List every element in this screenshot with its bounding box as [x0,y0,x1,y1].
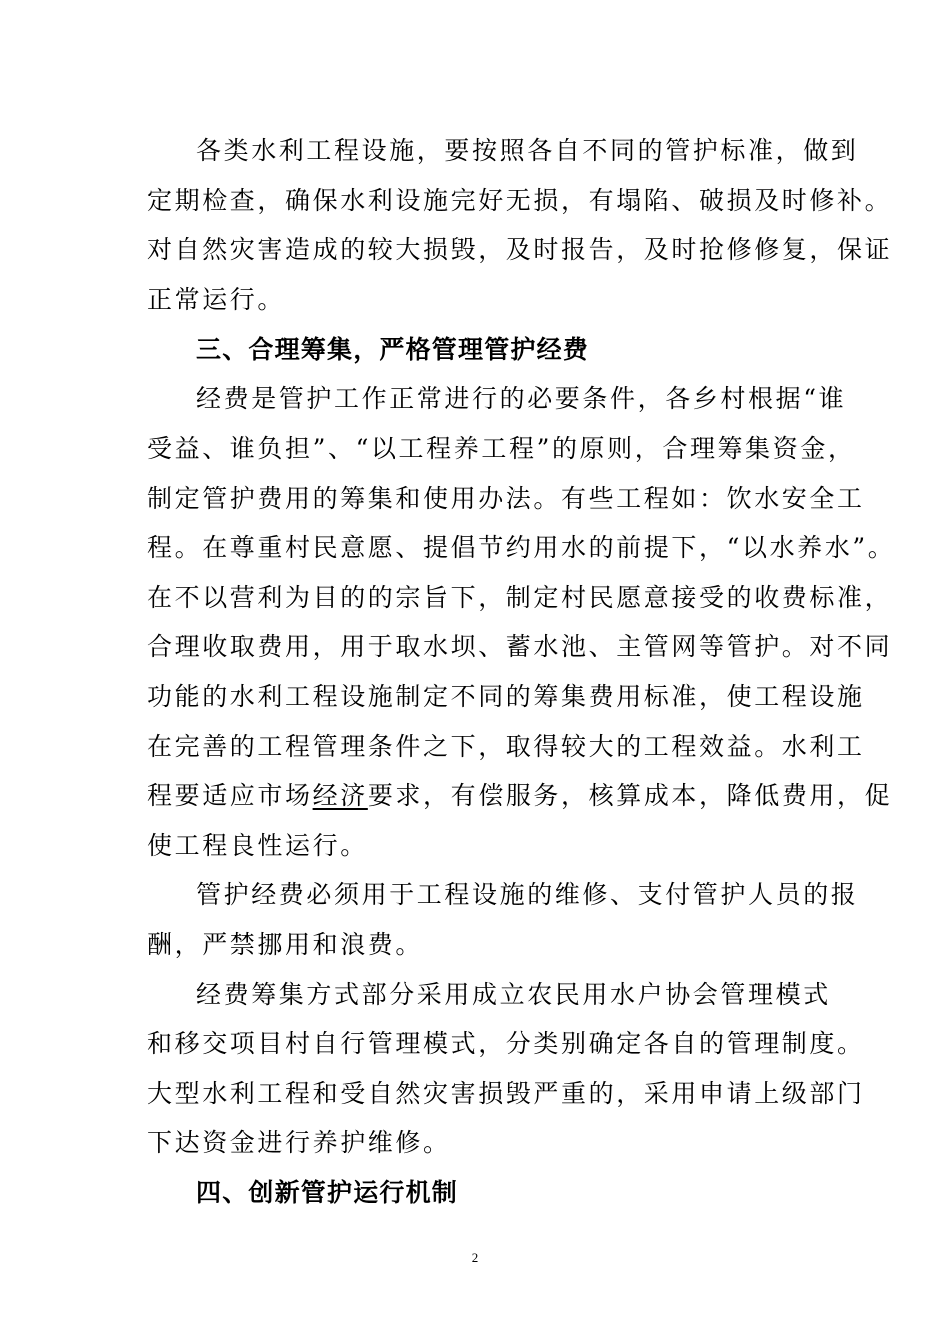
paragraph-line: 经费是管护工作正常进行的必要条件，各乡村根据“谁 [196,384,847,413]
paragraph-line: 和移交项目村自行管理模式，分类别确定各自的管理制度。 [147,1029,865,1058]
paragraph-line: 定期检查，确保水利设施完好无损，有塌陷、破损及时修补。 [147,186,893,215]
paragraph-line: 管护经费必须用于工程设施的维修、支付管护人员的报 [196,880,859,909]
section-heading: 四、创新管护运行机制 [196,1178,459,1207]
page-number: 2 [471,1250,479,1265]
text-segment: 要求，有偿服务，核算成本，降低费用，促 [367,781,893,810]
paragraph-line: 大型水利工程和受自然灾害损毁严重的，采用申请上级部门 [147,1079,865,1108]
paragraph-line: 各类水利工程设施，要按照各自不同的管护标准，做到 [196,136,859,165]
paragraph-line: 在不以营利为目的的宗旨下，制定村民愿意接受的收费标准， [147,583,893,612]
paragraph-line: 在完善的工程管理条件之下，取得较大的工程效益。水利工 [147,732,865,761]
paragraph-line: 酬，严禁挪用和浪费。 [147,930,424,959]
paragraph-line: 功能的水利工程设施制定不同的筹集费用标准，使工程设施 [147,682,865,711]
paragraph-line: 经费筹集方式部分采用成立农民用水户协会管理模式 [196,980,831,1009]
paragraph-line: 下达资金进行养护维修。 [147,1128,451,1157]
paragraph-line: 制定管护费用的筹集和使用办法。有些工程如：饮水安全工 [147,484,865,513]
paragraph-line: 受益、谁负担”、“以工程养工程”的原则，合理筹集资金， [147,434,856,463]
section-heading: 三、合理筹集，严格管理管护经费 [196,335,590,364]
paragraph-line: 合理收取费用，用于取水坝、蓄水池、主管网等管护。对不同 [147,632,893,661]
text-segment: 程要适应市场 [147,781,313,810]
paragraph-line: 使工程良性运行。 [147,831,368,860]
paragraph-line: 程。在尊重村民意愿、提倡节约用水的前提下，“以水养水”。 [147,533,896,562]
paragraph-line: 对自然灾害造成的较大损毁，及时报告，及时抢修修复，保证 [147,235,893,264]
paragraph-line [147,781,892,811]
paragraph-line: 正常运行。 [147,285,286,314]
keyword-link[interactable]: 经济 [312,781,368,810]
